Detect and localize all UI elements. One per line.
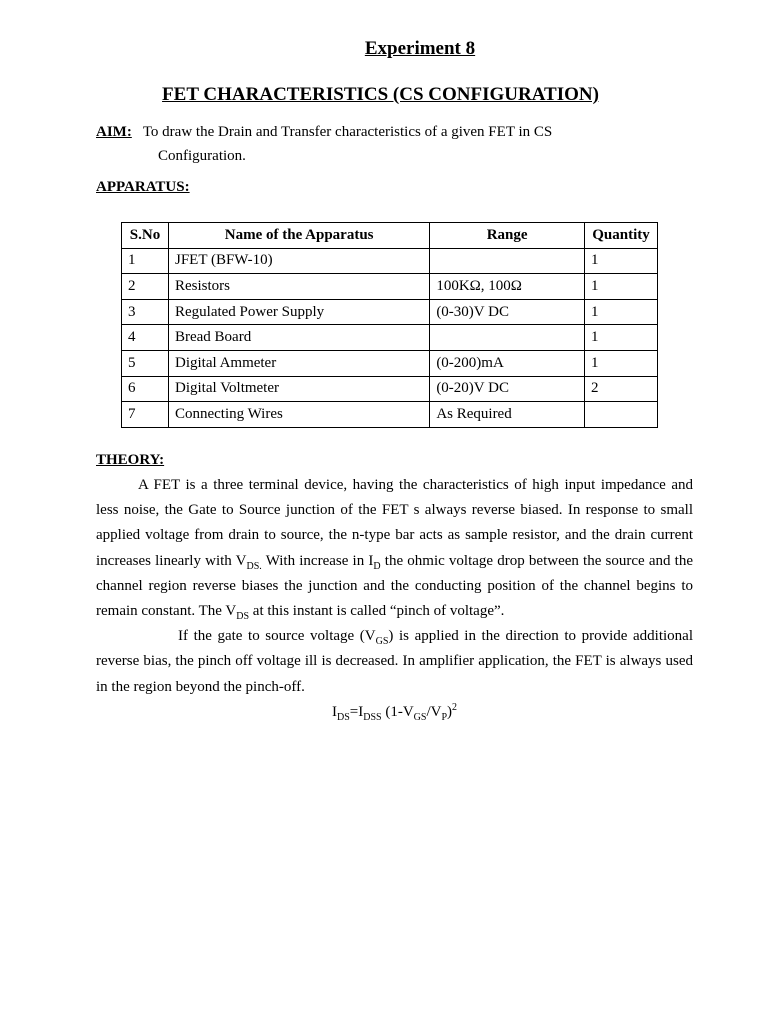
cell-range: (0-20)V DC [430, 376, 585, 402]
subscript: DS. [246, 560, 262, 572]
theory-heading: THEORY: [96, 452, 165, 468]
column-header-range: Range [430, 223, 585, 249]
table-row [122, 325, 658, 351]
formula-part: =I [349, 703, 364, 720]
subscript: GS [413, 711, 427, 723]
subscript: D [373, 560, 381, 572]
theory-text: at this instant is called “pinch of voltage”. [249, 603, 505, 620]
aim-label: AIM: [96, 124, 132, 140]
apparatus-heading: APPARATUS: [96, 179, 190, 195]
table-row [122, 299, 658, 325]
subscript: P [441, 711, 448, 723]
formula-part: ) [447, 703, 453, 720]
aim-section [96, 120, 696, 168]
column-header-name: Name of the Apparatus [168, 223, 429, 249]
table-row [122, 248, 658, 274]
cell-name: Digital Voltmeter [168, 376, 429, 402]
column-header-quantity: Quantity [584, 223, 657, 249]
cell-range [430, 325, 585, 351]
cell-name: Regulated Power Supply [168, 299, 429, 325]
cell-range [430, 248, 585, 274]
theory-text: the ohmic voltage drop between the source and the channel region reverse biases the junction and the conducting position of the channel begins to remain constant. The V [96, 552, 693, 620]
cell-name: Connecting Wires [168, 402, 429, 428]
superscript: 2 [452, 701, 458, 713]
experiment-title: Experiment 8 [364, 38, 476, 59]
theory-text: ) is applied in the direction to provide additional reverse bias, the pinch off voltage ill is decreased. In amplifier application, the FET is always used in the region beyond the pinch-off. [96, 628, 694, 695]
main-title: FET CHARACTERISTICS (CS CONFIGURATION) [162, 84, 599, 105]
cell-sno: 4 [122, 325, 169, 351]
table-header-row [122, 223, 658, 249]
cell-sno: 7 [122, 402, 169, 428]
cell-range: 100KΩ, 100Ω [430, 274, 585, 300]
cell-range: (0-200)mA [430, 350, 585, 376]
cell-name: JFET (BFW-10) [168, 248, 429, 274]
formula-part: /V [426, 703, 442, 720]
formula-part: (1-V [381, 703, 414, 720]
cell-range: (0-30)V DC [430, 299, 585, 325]
theory-paragraph-1 [96, 473, 693, 624]
cell-quantity: 2 [584, 376, 657, 402]
subscript: GS [375, 636, 389, 648]
theory-text: With increase in I [261, 552, 374, 569]
cell-quantity: 1 [584, 325, 657, 351]
aim-text-line1: To draw the Drain and Transfer characteristics of a given FET in CS [142, 124, 553, 140]
cell-sno: 3 [122, 299, 169, 325]
table-row [122, 402, 658, 428]
subscript: DSS [363, 711, 382, 723]
cell-quantity: 1 [584, 299, 657, 325]
apparatus-table [121, 222, 658, 428]
subscript: DS [336, 711, 350, 723]
cell-quantity: 1 [584, 350, 657, 376]
theory-section [96, 473, 693, 725]
cell-quantity: 1 [584, 274, 657, 300]
cell-quantity: 1 [584, 248, 657, 274]
theory-text: A FET is a three terminal device, having the characteristics of high input impedance and less noise, the Gate to Source junction of the FET s always reverse biased. In response to small applied voltage from drain to source, the n-type bar acts as sample resistor, and the drain current increases linearly with V [96, 477, 693, 569]
column-header-sno: S.No [122, 223, 169, 249]
aim-text-line2: Configuration. [158, 148, 246, 164]
cell-name: Digital Ammeter [168, 350, 429, 376]
cell-name: Bread Board [168, 325, 429, 351]
table-row [122, 376, 658, 402]
cell-sno: 6 [122, 376, 169, 402]
drain-current-formula [96, 700, 693, 725]
subscript: DS [236, 611, 250, 623]
theory-text: If the gate to source voltage (V [178, 628, 376, 645]
table-row [122, 274, 658, 300]
cell-quantity [584, 402, 657, 428]
cell-sno: 5 [122, 350, 169, 376]
cell-range: As Required [430, 402, 585, 428]
cell-name: Resistors [168, 274, 429, 300]
formula-part: I [331, 703, 337, 720]
cell-sno: 1 [122, 248, 169, 274]
table-row [122, 350, 658, 376]
theory-paragraph-2 [96, 624, 693, 700]
cell-sno: 2 [122, 274, 169, 300]
